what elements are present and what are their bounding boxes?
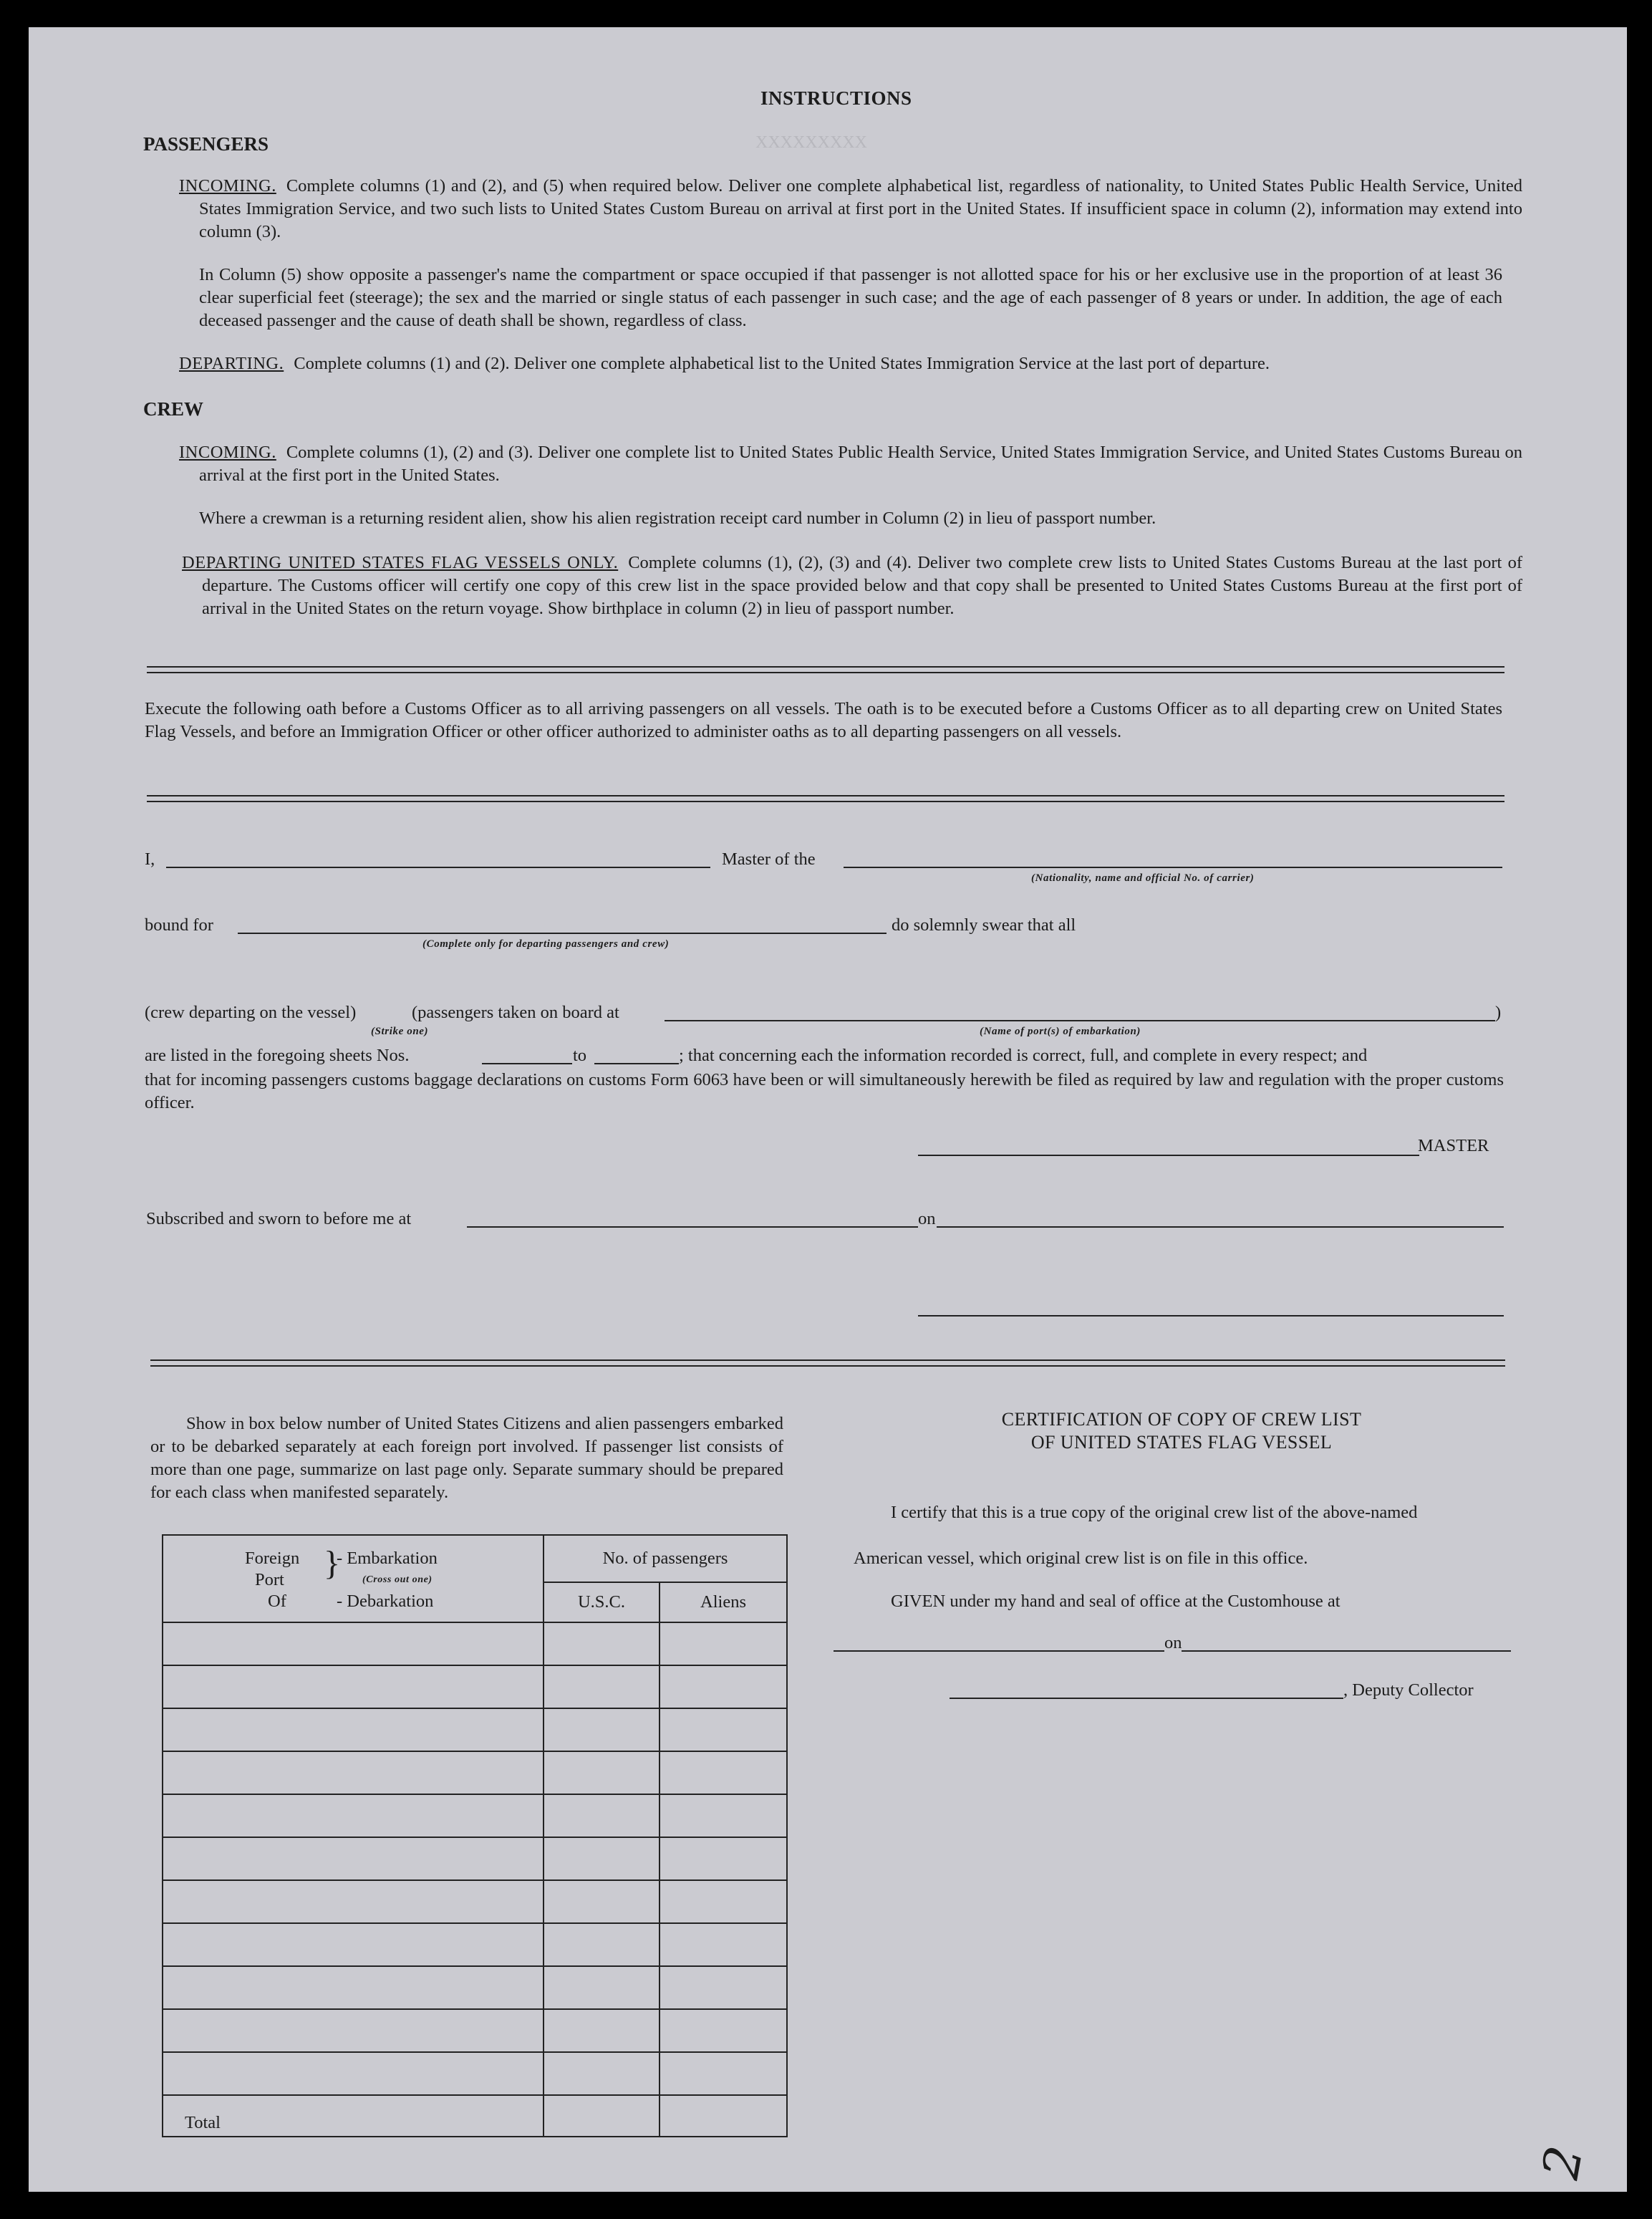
aliens-cell[interactable] [660,2009,787,2052]
port-cell[interactable] [163,1622,544,1665]
aliens-cell[interactable] [660,1966,787,2009]
master-of-the-label: Master of the [722,849,816,869]
brace-icon: } [324,1544,341,1582]
sheet-from-field[interactable] [482,1063,572,1064]
document-page [29,27,1627,2192]
crew-departing-label: DEPARTING UNITED STATES FLAG VESSELS ONLY. [182,553,619,572]
summary-entry-row [163,1665,787,1708]
master-label: MASTER [1418,1136,1489,1155]
aliens-cell[interactable] [660,1923,787,1966]
usc-cell[interactable] [544,1794,660,1837]
usc-cell[interactable] [544,2052,660,2095]
passengers-incoming-label: INCOMING. [179,176,276,196]
sworn-place-field[interactable] [467,1226,918,1228]
cert-date-field[interactable] [1182,1650,1511,1652]
usc-cell[interactable] [544,1880,660,1923]
aliens-cell[interactable] [660,2052,787,2095]
given-text: GIVEN under my hand and seal of office at the Customhouse at [891,1592,1341,1611]
port-caption: (Name of port(s) of embarkation) [980,1026,1141,1037]
aliens-cell[interactable] [660,1880,787,1923]
officer-signature-line[interactable] [918,1315,1504,1317]
embarkation-label[interactable]: - Embarkation [337,1549,438,1568]
sworn-on-label: on [918,1209,936,1228]
total-label: Total [163,2095,544,2137]
handwritten-page-number: 2 [1531,2141,1595,2184]
crew-incoming-label: INCOMING. [179,443,276,462]
listed-text-c: that for incoming passengers customs baggage declarations on customs Form 6063 have been or will simultaneously herewith be filed as required by law and regulation with the proper customs officer. [145,1070,1504,1112]
port-label: Port [255,1570,284,1589]
master-name-field[interactable] [166,867,710,868]
section-divider [147,795,1504,802]
strike-one-caption: (Strike one) [371,1026,429,1037]
summary-entry-row [163,2009,787,2052]
usc-cell[interactable] [544,1923,660,1966]
crew-incoming-text: Complete columns (1), (2) and (3). Deliver one complete list to United States Public Health Service, United States Immigration Service, and United States Customs Bureau on arrival at the first port in the United States. [199,443,1522,485]
close-paren: ) [1495,1003,1502,1022]
usc-cell[interactable] [544,1622,660,1665]
bound-for-label: bound for [145,915,213,935]
summary-entry-row [163,1923,787,1966]
usc-header: U.S.C. [544,1582,660,1622]
oath-intro: Execute the following oath before a Customs Officer as to all arriving passengers on all vessels. The oath is to be executed before a Customs Officer as to all departing crew on United States Flag Vessels, and before an Immigration Officer or other officer authorized to administer oaths as to all departing passengers on all vessels. [145,699,1502,741]
certification-title-line1: CERTIFICATION OF COPY OF CREW LIST [1001,1409,1362,1430]
passengers-taken-option[interactable]: (passengers taken on board at [412,1003,619,1022]
crew-departing-paragraph [182,552,1522,620]
listed-text-a: are listed in the foregoing sheets Nos. [145,1046,410,1065]
summary-entry-row [163,1751,787,1794]
summary-total-row [163,2095,787,2137]
foreign-port-header [163,1535,544,1622]
of-label: Of [268,1592,286,1611]
deputy-signature-line[interactable] [950,1698,1343,1699]
listed-to-label: to [573,1046,587,1065]
passengers-departing-text: Complete columns (1) and (2). Deliver one complete alphabetical list to the United States Immigration Service at the last port of departure. [294,354,1270,373]
embarkation-port-field[interactable] [665,1020,1495,1021]
listed-text-b: ; that concerning each the information recorded is correct, full, and complete in every respect; and [679,1046,1368,1065]
summary-entry-row [163,1880,787,1923]
carrier-caption: (Nationality, name and official No. of carrier) [1031,872,1255,884]
aliens-cell[interactable] [660,1622,787,1665]
sheet-to-field[interactable] [594,1063,679,1064]
crew-departing-text: Complete columns (1), (2), (3) and (4). Deliver two complete crew lists to United States Customs Bureau at the last port of departure. The Customs officer will certify one copy of this crew list in the space provided below and that copy shall be presented to United States Customs Bureau at the first port of arrival in the United States on the return voyage. Show birthplace in column (2) in lieu of passport number. [202,553,1522,618]
certify-line1: I certify that this is a true copy of the original crew list of the above-named [891,1503,1418,1522]
usc-cell[interactable] [544,1665,660,1708]
instructions-title: INSTRUCTIONS [760,87,912,109]
summary-entry-row [163,1966,787,2009]
port-cell[interactable] [163,2052,544,2095]
crew-incoming-paragraph [179,441,1522,487]
passengers-incoming-paragraph [179,175,1522,244]
summary-header-row [163,1535,787,1582]
aliens-total-cell[interactable] [660,2095,787,2137]
bound-for-field[interactable] [238,933,887,934]
bleed-through-mark: XXXXXXXXX [755,133,867,152]
carrier-field[interactable] [844,867,1502,868]
certification-title [859,1408,1504,1454]
certification-title-line2: OF UNITED STATES FLAG VESSEL [1030,1432,1333,1453]
summary-entry-row [163,1708,787,1751]
debarkation-label[interactable]: - Debarkation [337,1592,434,1611]
deputy-collector-label: , Deputy Collector [1343,1680,1474,1700]
certify-line2: American vessel, which original crew list is on file in this office. [854,1549,1308,1568]
port-cell[interactable] [163,1923,544,1966]
customhouse-field[interactable] [834,1650,1164,1652]
sworn-date-field[interactable] [937,1226,1504,1228]
usc-cell[interactable] [544,1708,660,1751]
no-of-passengers-header: No. of passengers [544,1535,787,1582]
port-cell[interactable] [163,1837,544,1880]
section-divider [147,666,1504,673]
cert-on-label: on [1164,1633,1182,1652]
usc-cell[interactable] [544,1966,660,2009]
master-signature-line[interactable] [918,1155,1419,1156]
passengers-departing-paragraph [179,352,1522,375]
port-cell[interactable] [163,1708,544,1751]
passengers-heading: PASSENGERS [143,133,269,155]
cross-out-caption: (Cross out one) [362,1574,433,1585]
summary-instructions: Show in box below number of United States Citizens and alien passengers embarked or to be debarked separately at each foreign port involved. If passenger list consists of more than one page, summarize on last page only. Separate summary should be prepared for each class when manifested separately. [150,1414,783,1502]
passengers-departing-label: DEPARTING. [179,354,284,373]
passenger-summary-table [162,1534,788,2137]
aliens-header: Aliens [660,1582,787,1622]
port-cell[interactable] [163,1794,544,1837]
usc-total-cell[interactable] [544,2095,660,2137]
column5-paragraph: In Column (5) show opposite a passenger's name the compartment or space occupied if that passenger is not allotted space for his or her exclusive use in the proportion of at least 36 clear superficial feet (steerage); the sex and the married or single status of each passenger in such case; and the age of each passenger of 8 years or under. In addition, the age of each deceased passenger and the cause of death shall be shown, regardless of class. [199,265,1502,330]
port-cell[interactable] [163,1665,544,1708]
port-cell[interactable] [163,1751,544,1794]
summary-entry-row [163,1837,787,1880]
usc-cell[interactable] [544,2009,660,2052]
aliens-cell[interactable] [660,1708,787,1751]
summary-entry-row [163,1622,787,1665]
usc-cell[interactable] [544,1837,660,1880]
port-cell[interactable] [163,1880,544,1923]
section-divider [150,1359,1505,1367]
bound-for-caption: (Complete only for departing passengers and crew) [422,938,670,950]
crew-heading: CREW [143,398,204,420]
crew-departing-option[interactable]: (crew departing on the vessel) [145,1003,357,1022]
passengers-incoming-text: Complete columns (1) and (2), and (5) when required below. Deliver one complete alphabetical list, regardless of nationality, to United States Public Health Service, United States Immigration Service, and two such lists to United States Custom Bureau on arrival at first port in the United States. If insufficient space in column (2), information may extend into column (3). [199,176,1522,241]
swear-text: do solemnly swear that all [892,915,1076,935]
port-cell[interactable] [163,1966,544,2009]
summary-entry-row [163,1794,787,1837]
aliens-cell[interactable] [660,1665,787,1708]
aliens-cell[interactable] [660,1751,787,1794]
oath-i-label: I, [145,849,155,869]
crew-resident-paragraph: Where a crewman is a returning resident alien, show his alien registration receipt card number in Column (2) in lieu of passport number. [199,509,1156,528]
aliens-cell[interactable] [660,1837,787,1880]
port-cell[interactable] [163,2009,544,2052]
aliens-cell[interactable] [660,1794,787,1837]
summary-entry-row [163,2052,787,2095]
subscribed-label: Subscribed and sworn to before me at [146,1209,412,1228]
foreign-label: Foreign [245,1549,300,1568]
usc-cell[interactable] [544,1751,660,1794]
